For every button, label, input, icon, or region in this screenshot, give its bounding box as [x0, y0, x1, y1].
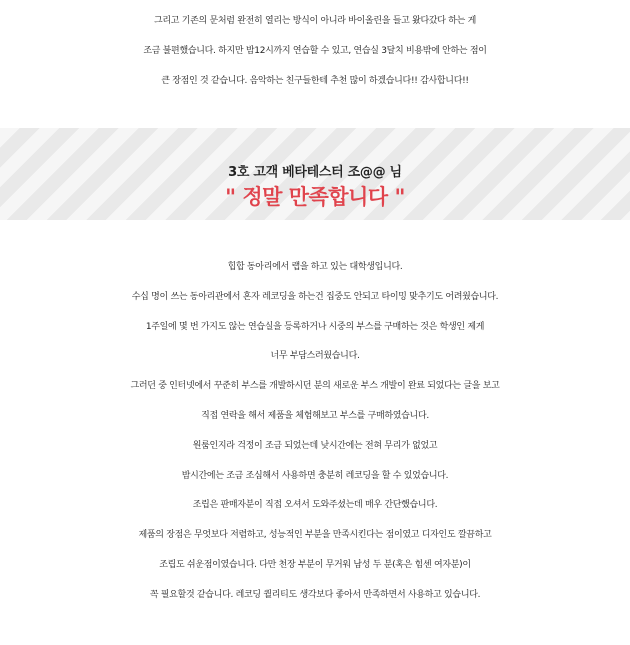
review-line: 조립도 쉬운점이였습니다. 다만 천장 부분이 무거워 남성 두 분(혹은 힘센 여자분)이 — [159, 559, 471, 570]
review-line: 밤시간에는 조금 조심해서 사용하면 충분히 레코딩을 할 수 있었습니다. — [181, 470, 449, 481]
review-body — [0, 253, 630, 611]
review-line: 직접 연락을 해서 제품을 체험해보고 부스를 구매하였습니다. — [201, 410, 429, 421]
intro-line: 그리고 기존의 문처럼 완전히 열리는 방식이 아니라 바이올린을 들고 왔다갔다 하는 게 — [154, 16, 476, 26]
review-line: 조립은 판매자분이 직접 오셔서 도와주셨는데 매우 간단했습니다. — [192, 500, 438, 511]
review-line: 수십 명이 쓰는 동아리관에서 혼자 레코딩을 하는건 집중도 안되고 타이밍 맞추기도 어려웠습니다. — [131, 291, 499, 302]
review-line: 1주일에 몇 번 가지도 않는 연습실을 등록하거나 시중의 부스를 구매하는 것은 학생인 제게 — [145, 321, 485, 332]
intro-line: 조금 불편했습니다. 하지만 밤12시까지 연습할 수 있고, 연습실 3달치 비용밖에 안하는 점이 — [143, 46, 487, 56]
intro-line: 큰 장점인 것 같습니다. 음악하는 친구들한테 추천 많이 하겠습니다!! 감사합니다!! — [161, 76, 469, 86]
review-line: 원룸인지라 걱정이 조금 되었는데 낮시간에는 전혀 무리가 없었고 — [192, 440, 438, 451]
review-line: 꼭 필요할것 같습니다. 레코딩 퀄리티도 생각보다 좋아서 만족하면서 사용하고 있습니다. — [149, 589, 481, 600]
review-banner — [0, 128, 630, 220]
review-headline: " 정말 만족합니다 " — [225, 185, 405, 209]
review-line: 너무 부담스러웠습니다. — [270, 351, 360, 362]
reviewer-label: 3호 고객 베타테스터 조@@ 님 — [228, 165, 402, 180]
review-line: 제품의 장점은 무엇보다 저렴하고, 성능적인 부분을 만족시킨다는 점이였고 디자인도 깔끔하고 — [138, 530, 492, 541]
intro-text — [0, 6, 630, 96]
review-line: 그러던 중 인터넷에서 꾸준히 부스를 개발하시던 분의 새로운 부스 개발이 완료 되었다는 글을 보고 — [130, 381, 500, 392]
review-line: 힙합 동아리에서 랩을 하고 있는 대학생입니다. — [227, 262, 403, 272]
